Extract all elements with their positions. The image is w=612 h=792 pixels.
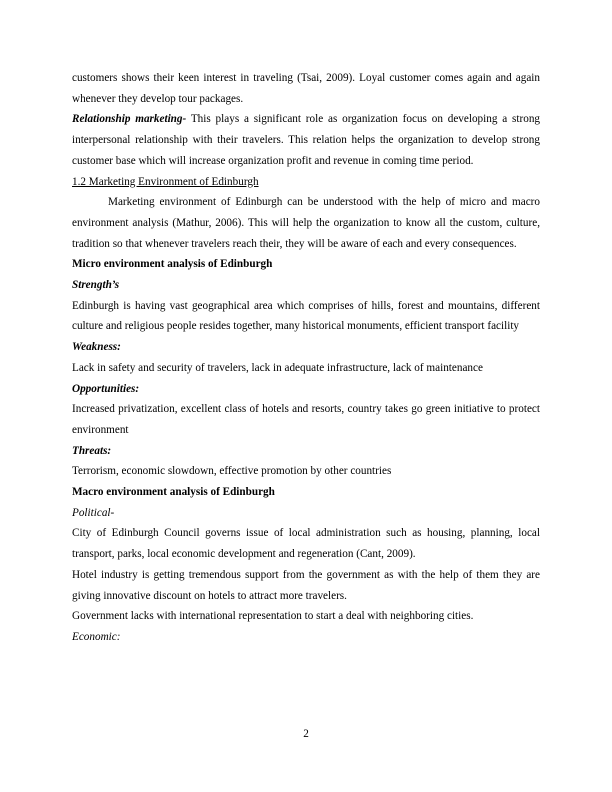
relationship-marketing-label: Relationship marketing- <box>72 113 187 126</box>
label-weakness: Weakness: <box>72 341 121 354</box>
heading-micro-environment: Micro environment analysis of Edinburgh <box>72 258 273 271</box>
relationship-marketing-text: This plays a significant role as organization focus on developing a strong interpersonal relationship with their travelers. This relation helps the organization to develop strong customer base which will increase organization profit and revenue in coming time period. <box>72 113 541 167</box>
paragraph-marketing-environment: Marketing environment of Edinburgh can be understood with the help of micro and macro environment analysis (Mathur, 2006). This will help the organization to know all the custom, culture, tradition so that whenever travelers reach their, they will be aware of each and every consequences. <box>72 196 540 250</box>
paragraph-relationship-marketing <box>72 109 540 171</box>
paragraph-strengths: Edinburgh is having vast geographical area which comprises of hills, forest and mountains, different culture and religious people resides together, many historical monuments, efficient transport facility <box>72 299 540 333</box>
label-opportunities: Opportunities: <box>72 382 140 395</box>
section-heading-marketing-environment: 1.2 Marketing Environment of Edinburgh <box>72 175 259 188</box>
paragraph-political-hotel-support: Hotel industry is getting tremendous support from the government as with the help of them they are giving innovative discount on hotels to attract more travelers. <box>72 568 540 602</box>
page-number: 2 <box>303 728 309 740</box>
paragraph-opportunities: Increased privatization, excellent class of hotels and resorts, country takes go green initiative to protect environment <box>72 403 540 436</box>
paragraph-threats: Terrorism, economic slowdown, effective promotion by other countries <box>72 465 392 478</box>
document-page <box>72 68 540 648</box>
label-political: Political- <box>72 506 115 519</box>
label-strengths: Strength’s <box>72 279 120 292</box>
paragraph-loyal-customers: customers shows their keen interest in traveling (Tsai, 2009). Loyal customer comes again and again whenever they develop tour packages. <box>72 72 540 105</box>
paragraph-weakness: Lack in safety and security of travelers, lack in adequate infrastructure, lack of maintenance <box>72 361 483 374</box>
heading-macro-environment: Macro environment analysis of Edinburgh <box>72 486 275 499</box>
paragraph-political-representation: Government lacks with international representation to start a deal with neighboring cities. <box>72 610 474 623</box>
paragraph-political-council: City of Edinburgh Council governs issue of local administration such as housing, planning, local transport, parks, local economic development and regeneration (Cant, 2009). <box>72 527 540 561</box>
label-threats: Threats: <box>72 444 112 457</box>
label-economic: Economic: <box>72 630 121 643</box>
